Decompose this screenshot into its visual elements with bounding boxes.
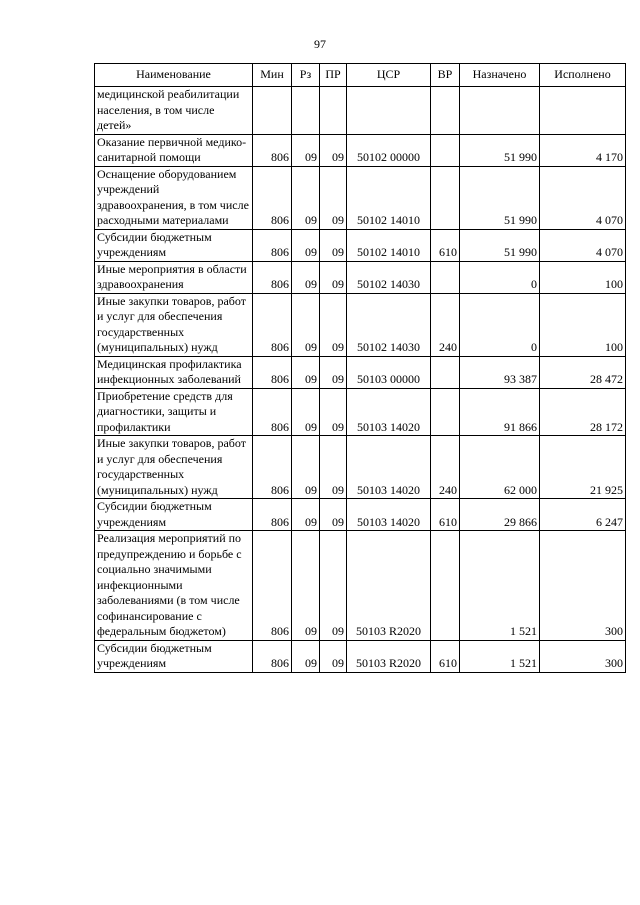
cell-vr	[431, 531, 460, 641]
cell-min: 806	[253, 531, 292, 641]
cell-name: Субсидии бюджетным учреждениям	[95, 499, 253, 531]
cell-min: 806	[253, 356, 292, 388]
cell-assigned: 29 866	[460, 499, 540, 531]
cell-min: 806	[253, 640, 292, 672]
cell-pr: 09	[320, 166, 347, 229]
header-name: Наименование	[95, 64, 253, 87]
cell-csr: 50102 14030	[347, 293, 431, 356]
cell-pr: 09	[320, 436, 347, 499]
cell-rz: 09	[292, 134, 320, 166]
table-row	[95, 134, 626, 166]
cell-assigned: 1 521	[460, 640, 540, 672]
cell-pr: 09	[320, 261, 347, 293]
cell-assigned	[460, 87, 540, 135]
table-row	[95, 293, 626, 356]
header-csr: ЦСР	[347, 64, 431, 87]
cell-csr: 50103 R2020	[347, 640, 431, 672]
table-row	[95, 499, 626, 531]
cell-csr: 50102 14030	[347, 261, 431, 293]
cell-min: 806	[253, 134, 292, 166]
cell-pr: 09	[320, 640, 347, 672]
cell-pr	[320, 87, 347, 135]
cell-min: 806	[253, 261, 292, 293]
header-vr: ВР	[431, 64, 460, 87]
header-executed: Исполнено	[540, 64, 626, 87]
cell-vr: 610	[431, 229, 460, 261]
cell-assigned: 1 521	[460, 531, 540, 641]
cell-min: 806	[253, 436, 292, 499]
cell-rz: 09	[292, 388, 320, 436]
cell-vr	[431, 166, 460, 229]
cell-pr: 09	[320, 388, 347, 436]
cell-pr: 09	[320, 499, 347, 531]
cell-rz	[292, 87, 320, 135]
cell-vr	[431, 261, 460, 293]
cell-executed: 300	[540, 531, 626, 641]
cell-assigned: 91 866	[460, 388, 540, 436]
cell-executed: 4 170	[540, 134, 626, 166]
cell-csr: 50102 14010	[347, 229, 431, 261]
cell-assigned: 62 000	[460, 436, 540, 499]
cell-executed: 21 925	[540, 436, 626, 499]
cell-executed: 28 172	[540, 388, 626, 436]
cell-rz: 09	[292, 166, 320, 229]
cell-csr: 50103 00000	[347, 356, 431, 388]
cell-rz: 09	[292, 640, 320, 672]
cell-rz: 09	[292, 356, 320, 388]
cell-min: 806	[253, 293, 292, 356]
cell-executed: 100	[540, 261, 626, 293]
cell-vr	[431, 87, 460, 135]
table-row	[95, 261, 626, 293]
header-pr: ПР	[320, 64, 347, 87]
cell-vr	[431, 356, 460, 388]
cell-name: Иные закупки товаров, работ и услуг для обеспечения государственных (муниципальных) нужд	[95, 293, 253, 356]
cell-assigned: 51 990	[460, 134, 540, 166]
cell-executed	[540, 87, 626, 135]
cell-rz: 09	[292, 499, 320, 531]
cell-rz: 09	[292, 229, 320, 261]
cell-csr: 50103 14020	[347, 499, 431, 531]
cell-pr: 09	[320, 531, 347, 641]
table-row	[95, 436, 626, 499]
cell-executed: 4 070	[540, 166, 626, 229]
table-row	[95, 87, 626, 135]
table-row	[95, 229, 626, 261]
cell-rz: 09	[292, 531, 320, 641]
cell-rz: 09	[292, 261, 320, 293]
cell-csr: 50103 R2020	[347, 531, 431, 641]
cell-min: 806	[253, 388, 292, 436]
header-row	[95, 64, 626, 87]
table-row	[95, 356, 626, 388]
cell-pr: 09	[320, 229, 347, 261]
cell-pr: 09	[320, 356, 347, 388]
cell-executed: 100	[540, 293, 626, 356]
cell-min: 806	[253, 166, 292, 229]
budget-table	[94, 63, 626, 673]
cell-name: медицинской реабилитации населения, в том числе детей»	[95, 87, 253, 135]
cell-name: Субсидии бюджетным учреждениям	[95, 229, 253, 261]
cell-csr: 50102 14010	[347, 166, 431, 229]
header-min: Мин	[253, 64, 292, 87]
cell-vr: 240	[431, 293, 460, 356]
cell-assigned: 0	[460, 293, 540, 356]
cell-csr	[347, 87, 431, 135]
cell-name: Субсидии бюджетным учреждениям	[95, 640, 253, 672]
cell-vr	[431, 388, 460, 436]
cell-vr: 610	[431, 499, 460, 531]
cell-csr: 50102 00000	[347, 134, 431, 166]
cell-pr: 09	[320, 134, 347, 166]
table-row	[95, 640, 626, 672]
cell-name: Оснащение оборудованием учреждений здравоохранения, в том числе расходными материалами	[95, 166, 253, 229]
cell-name: Реализация мероприятий по предупреждению и борьбе с социально значимыми инфекционными заболеваниями (в том числе софинансирование с федеральным бюджетом)	[95, 531, 253, 641]
header-rz: Рз	[292, 64, 320, 87]
cell-assigned: 93 387	[460, 356, 540, 388]
cell-executed: 4 070	[540, 229, 626, 261]
cell-assigned: 51 990	[460, 229, 540, 261]
page-number: 97	[314, 37, 326, 51]
cell-executed: 300	[540, 640, 626, 672]
table-row	[95, 531, 626, 641]
table-row	[95, 388, 626, 436]
cell-rz: 09	[292, 293, 320, 356]
cell-name: Медицинская профилактика инфекционных заболеваний	[95, 356, 253, 388]
cell-executed: 6 247	[540, 499, 626, 531]
cell-min: 806	[253, 499, 292, 531]
cell-assigned: 51 990	[460, 166, 540, 229]
cell-name: Приобретение средств для диагностики, защиты и профилактики	[95, 388, 253, 436]
cell-assigned: 0	[460, 261, 540, 293]
cell-executed: 28 472	[540, 356, 626, 388]
cell-vr	[431, 134, 460, 166]
header-assigned: Назначено	[460, 64, 540, 87]
cell-pr: 09	[320, 293, 347, 356]
cell-name: Иные мероприятия в области здравоохранения	[95, 261, 253, 293]
cell-vr: 240	[431, 436, 460, 499]
cell-name: Оказание первичной медико-санитарной помощи	[95, 134, 253, 166]
table-row	[95, 166, 626, 229]
cell-name: Иные закупки товаров, работ и услуг для обеспечения государственных (муниципальных) нужд	[95, 436, 253, 499]
cell-min: 806	[253, 229, 292, 261]
cell-csr: 50103 14020	[347, 436, 431, 499]
cell-min	[253, 87, 292, 135]
cell-csr: 50103 14020	[347, 388, 431, 436]
cell-rz: 09	[292, 436, 320, 499]
cell-vr: 610	[431, 640, 460, 672]
